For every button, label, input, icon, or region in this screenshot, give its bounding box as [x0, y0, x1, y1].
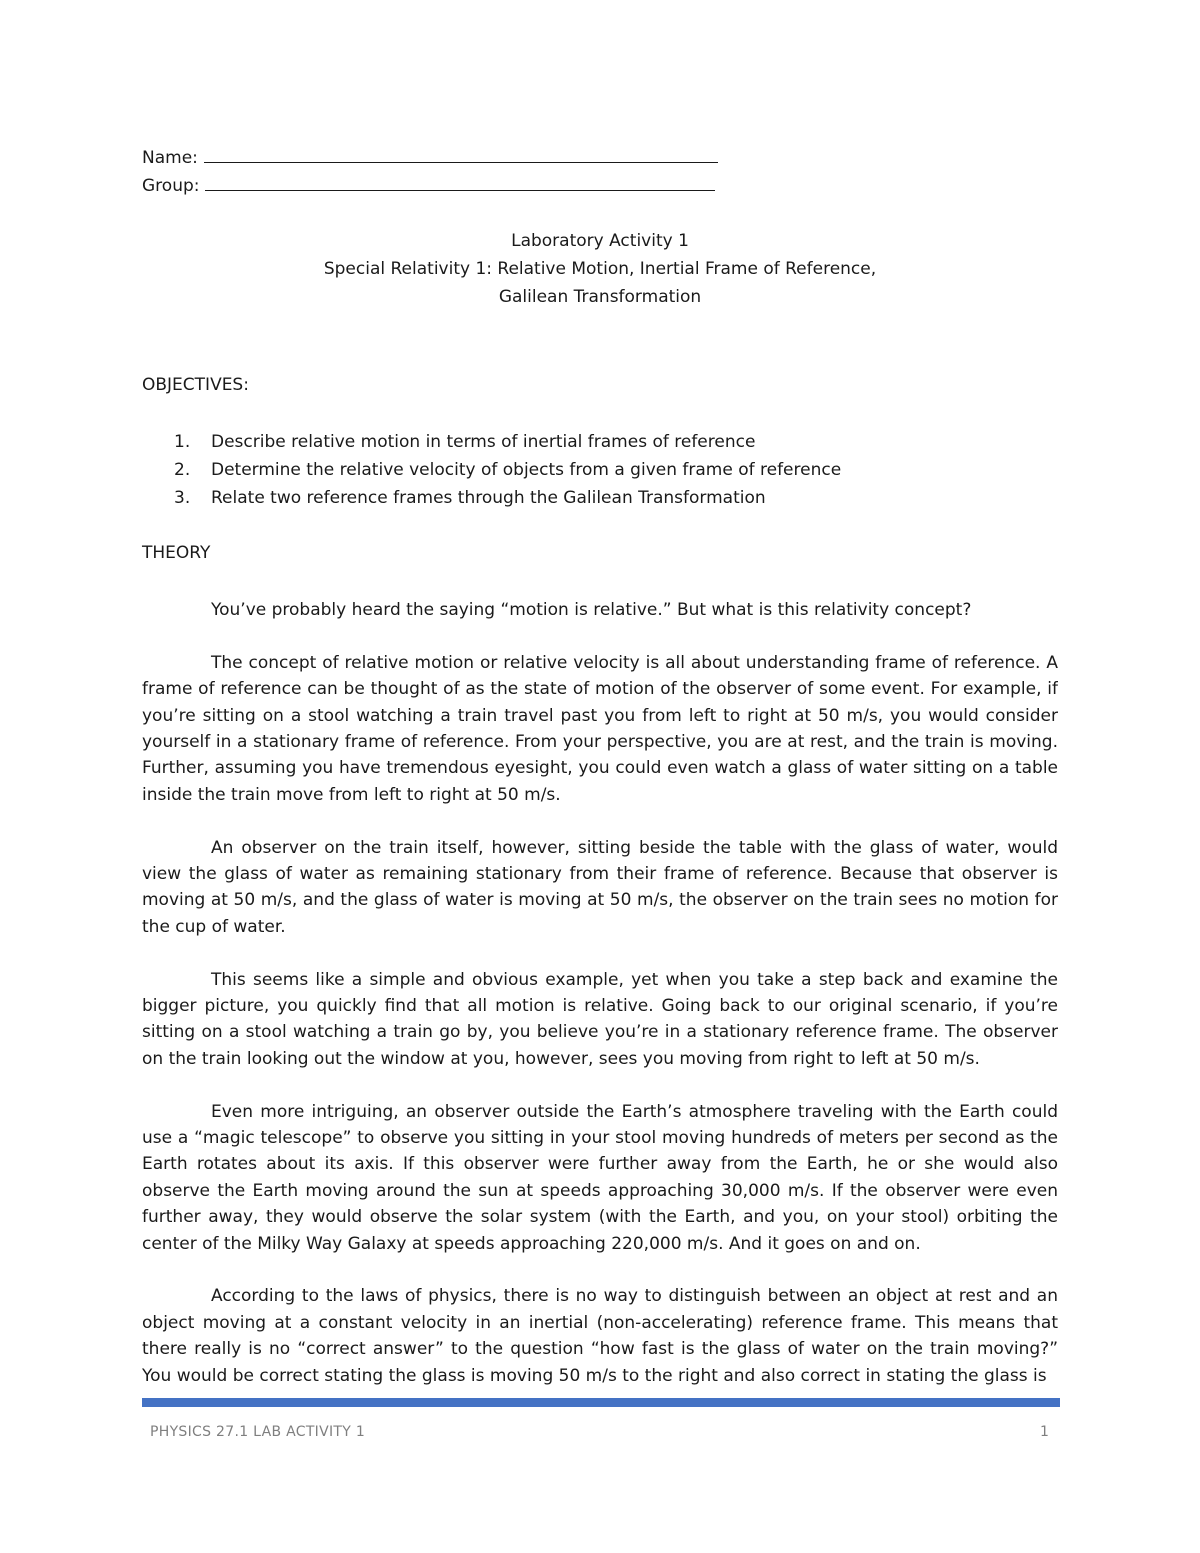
footer-accent-bar	[142, 1398, 1060, 1407]
objective-text: Describe relative motion in terms of inertial frames of reference	[211, 432, 756, 452]
objectives-list	[142, 428, 841, 512]
group-field	[142, 173, 715, 197]
theory-paragraph: This seems like a simple and obvious example, yet when you take a step back and examine the bigger picture, you quickly find that all motion is relative. Going back to our original scenario, if you’re sitting on a stool watching a train go by, you believe you’re in a stationary reference frame. The observer on the train looking out the window at you, however, sees you moving from right to left at 50 m/s.	[142, 969, 1058, 1069]
title-line-3: Galilean Transformation	[498, 287, 702, 307]
theory-paragraph: According to the laws of physics, there is no way to distinguish between an object at rest and an object moving at a constant velocity in an inertial (non-accelerating) reference frame. This means that there really is no “correct answer” to the question “how fast is the glass of water on the train moving?” You would be correct stating the glass is moving 50 m/s to the right and also correct in stating the glass is	[142, 1286, 1058, 1386]
footer-course-label: PHYSICS 27.1 LAB ACTIVITY 1	[150, 1424, 366, 1440]
objective-number: 3.	[174, 488, 191, 508]
objective-item	[142, 484, 841, 512]
name-blank-line[interactable]	[204, 145, 718, 163]
objective-number: 2.	[174, 460, 191, 480]
theory-paragraph: An observer on the train itself, however, sitting beside the table with the glass of water, would view the glass of water as remaining stationary from their frame of reference. Because that observer is moving at 50 m/s, and the glass of water is moving at 50 m/s, the observer on the train sees no motion for the cup of water.	[142, 837, 1058, 937]
group-blank-line[interactable]	[205, 173, 715, 191]
page-number: 1	[1040, 1424, 1049, 1440]
objective-number: 1.	[174, 432, 191, 452]
theory-body	[142, 597, 1058, 1392]
objective-text: Relate two reference frames through the Galilean Transformation	[211, 488, 766, 508]
objective-item	[142, 428, 841, 456]
theory-paragraph: You’ve probably heard the saying “motion is relative.” But what is this relativity concept?	[211, 600, 972, 620]
title-line-2: Special Relativity 1: Relative Motion, Inertial Frame of Reference,	[323, 259, 877, 279]
objectives-heading: OBJECTIVES:	[142, 375, 249, 395]
theory-paragraph: The concept of relative motion or relative velocity is all about understanding frame of reference. A frame of reference can be thought of as the state of motion of the observer of some event. For example, if you’re sitting on a stool watching a train travel past you from left to right at 50 m/s, you would consider yourself in a stationary frame of reference. From your perspective, you are at rest, and the train is moving. Further, assuming you have tremendous eyesight, you could even watch a glass of water sitting on a table inside the train move from left to right at 50 m/s.	[142, 652, 1058, 805]
name-field	[142, 145, 718, 169]
theory-heading: THEORY	[142, 543, 211, 563]
objective-item	[142, 456, 841, 484]
name-label: Name:	[142, 148, 198, 168]
group-label: Group:	[142, 176, 200, 196]
title-line-1: Laboratory Activity 1	[511, 231, 689, 251]
theory-paragraph: Even more intriguing, an observer outside the Earth’s atmosphere traveling with the Earth could use a “magic telescope” to observe you sitting in your stool moving hundreds of meters per second as the Earth rotates about its axis. If this observer were further away from the Earth, he or she would also observe the Earth moving around the sun at speeds approaching 30,000 m/s. If the observer were even further away, they would observe the solar system (with the Earth, and you, on your stool) orbiting the center of the Milky Way Galaxy at speeds approaching 220,000 m/s. And it goes on and on.	[142, 1101, 1058, 1254]
objective-text: Determine the relative velocity of objects from a given frame of reference	[211, 460, 842, 480]
activity-title	[0, 227, 1200, 311]
